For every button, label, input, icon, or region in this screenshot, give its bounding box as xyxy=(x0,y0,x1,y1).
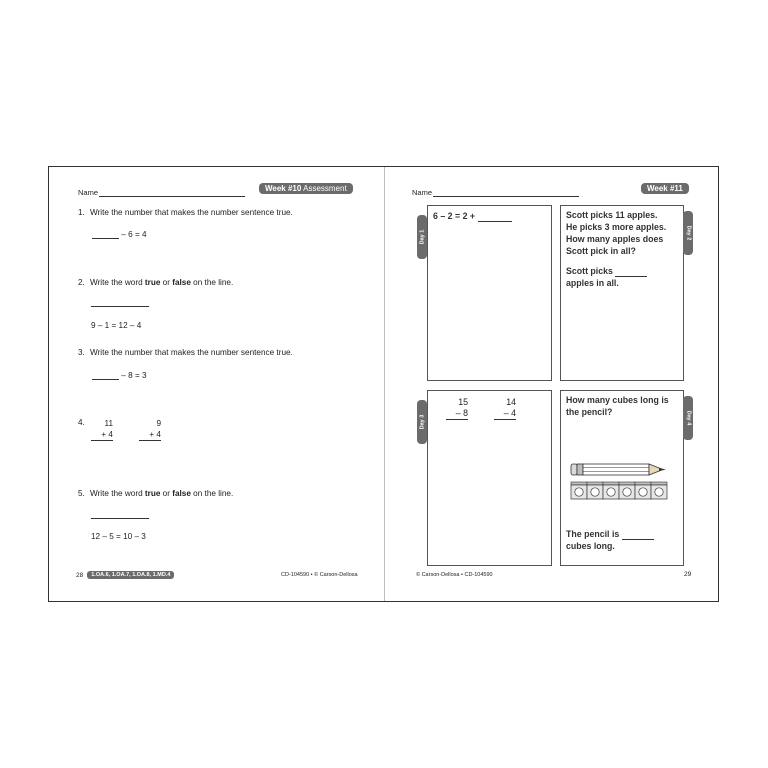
question-text: on the line. xyxy=(190,489,234,498)
day-label: Day 4 xyxy=(685,410,691,426)
day-1-problem xyxy=(433,210,512,222)
question-3 xyxy=(78,348,293,357)
expression-text: 6 – 2 = 2 + xyxy=(433,211,476,221)
left-footer xyxy=(76,571,174,579)
day-1-box xyxy=(427,205,552,381)
addend-bottom: + 4 xyxy=(139,429,161,441)
expression-text: – 8 = 3 xyxy=(121,371,147,380)
unit-cube xyxy=(603,482,619,499)
problem-line: the pencil? xyxy=(566,407,613,417)
copyright-footer: © Carson-Dellosa • CD-104590 xyxy=(416,572,493,578)
day-2-box xyxy=(560,205,684,381)
day-label: Day 2 xyxy=(685,225,691,241)
day-label: Day 1 xyxy=(419,229,425,245)
unit-cube xyxy=(635,482,651,499)
page-number: 29 xyxy=(684,571,692,578)
problem-line: Scott pick in all? xyxy=(566,246,636,256)
page-number: 28 xyxy=(76,571,84,579)
false-word: false xyxy=(172,489,191,498)
addend-bottom: + 4 xyxy=(91,429,113,441)
answer-line[interactable] xyxy=(91,306,149,307)
q1-expression xyxy=(92,229,147,239)
copyright-footer: CD-104590 • © Carson-Dellosa xyxy=(281,572,358,578)
week-label: Week #10 xyxy=(265,184,302,193)
name-label: Name xyxy=(412,188,433,197)
day-3-tab xyxy=(417,400,427,444)
question-2 xyxy=(78,278,233,287)
question-text: on the line. xyxy=(190,278,234,287)
unit-cubes xyxy=(571,482,667,499)
question-number: 2. xyxy=(78,278,85,287)
unit-cube xyxy=(587,482,603,499)
answer-prefix: Scott picks xyxy=(566,266,613,276)
true-word: true xyxy=(144,278,161,287)
question-number: 5. xyxy=(78,489,85,498)
question-text: or xyxy=(160,278,173,287)
answer-suffix: apples in all. xyxy=(566,278,619,288)
false-word: false xyxy=(172,278,191,287)
answer-blank[interactable] xyxy=(622,529,654,540)
answer-blank[interactable] xyxy=(478,211,512,222)
addend-top: 11 xyxy=(104,419,113,428)
problem-line: He picks 3 more apples. xyxy=(566,222,667,232)
q5-expression: 12 – 5 = 10 – 3 xyxy=(91,532,146,541)
problem-line: Scott picks 11 apples. xyxy=(566,210,658,220)
answer-suffix: cubes long. xyxy=(566,541,615,551)
day-4-tab xyxy=(683,396,693,440)
left-page xyxy=(49,167,384,601)
name-field xyxy=(412,187,579,197)
q3-expression xyxy=(92,370,147,380)
question-text: Write the number that makes the number sentence true. xyxy=(90,348,293,357)
question-1 xyxy=(78,208,293,217)
question-5 xyxy=(78,489,233,498)
answer-blank[interactable] xyxy=(615,266,647,277)
week-badge: Week #11 xyxy=(641,183,689,194)
day-label: Day 3 xyxy=(419,414,425,430)
vertical-subtraction-1 xyxy=(446,397,468,420)
pencil-cubes-illustration xyxy=(569,461,674,503)
addend-top: 9 xyxy=(156,419,161,428)
name-line[interactable] xyxy=(433,187,579,197)
minuend: 15 xyxy=(458,397,468,407)
vertical-subtraction-2 xyxy=(494,397,516,420)
true-word: true xyxy=(144,489,161,498)
problem-line: How many cubes long is xyxy=(566,395,669,405)
unit-cube xyxy=(651,482,667,499)
unit-cube xyxy=(619,482,635,499)
expression-text: – 6 = 4 xyxy=(121,230,147,239)
unit-cube xyxy=(571,482,587,499)
name-label: Name xyxy=(78,188,99,197)
day-1-tab xyxy=(417,215,427,259)
answer-blank[interactable] xyxy=(92,370,119,380)
vertical-addition-1 xyxy=(91,418,113,441)
day-2-tab xyxy=(683,211,693,255)
vertical-addition-2 xyxy=(139,418,161,441)
answer-blank[interactable] xyxy=(92,229,119,239)
answer-line[interactable] xyxy=(91,518,149,519)
right-page xyxy=(385,167,718,601)
minuend: 14 xyxy=(506,397,516,407)
assessment-label: Assessment xyxy=(303,184,347,193)
name-line[interactable] xyxy=(99,187,245,197)
question-text: or xyxy=(160,489,173,498)
day-3-box xyxy=(427,390,552,566)
day-4-answer xyxy=(566,528,654,552)
question-number: 3. xyxy=(78,348,85,357)
question-text: Write the word xyxy=(90,278,145,287)
standards-badge: 1.OA.6, 1.OA.7, 1.OA.8, 1.MD.4 xyxy=(87,571,174,579)
subtrahend: – 8 xyxy=(446,408,468,420)
question-text: Write the word xyxy=(90,489,145,498)
day-2-problem xyxy=(566,209,684,289)
day-4-box xyxy=(560,390,684,566)
day-4-question xyxy=(566,394,669,418)
week-badge xyxy=(259,183,353,194)
answer-prefix: The pencil is xyxy=(566,529,620,539)
problem-line: How many apples does xyxy=(566,234,664,244)
q2-expression: 9 – 1 = 12 – 4 xyxy=(91,321,142,330)
question-number: 1. xyxy=(78,208,85,217)
workbook-spread xyxy=(48,166,719,602)
pencil-icon xyxy=(571,464,666,475)
subtrahend: – 4 xyxy=(494,408,516,420)
question-text: Write the number that makes the number sentence true. xyxy=(90,208,293,217)
question-4-number: 4. xyxy=(78,418,85,427)
name-field xyxy=(78,187,245,197)
